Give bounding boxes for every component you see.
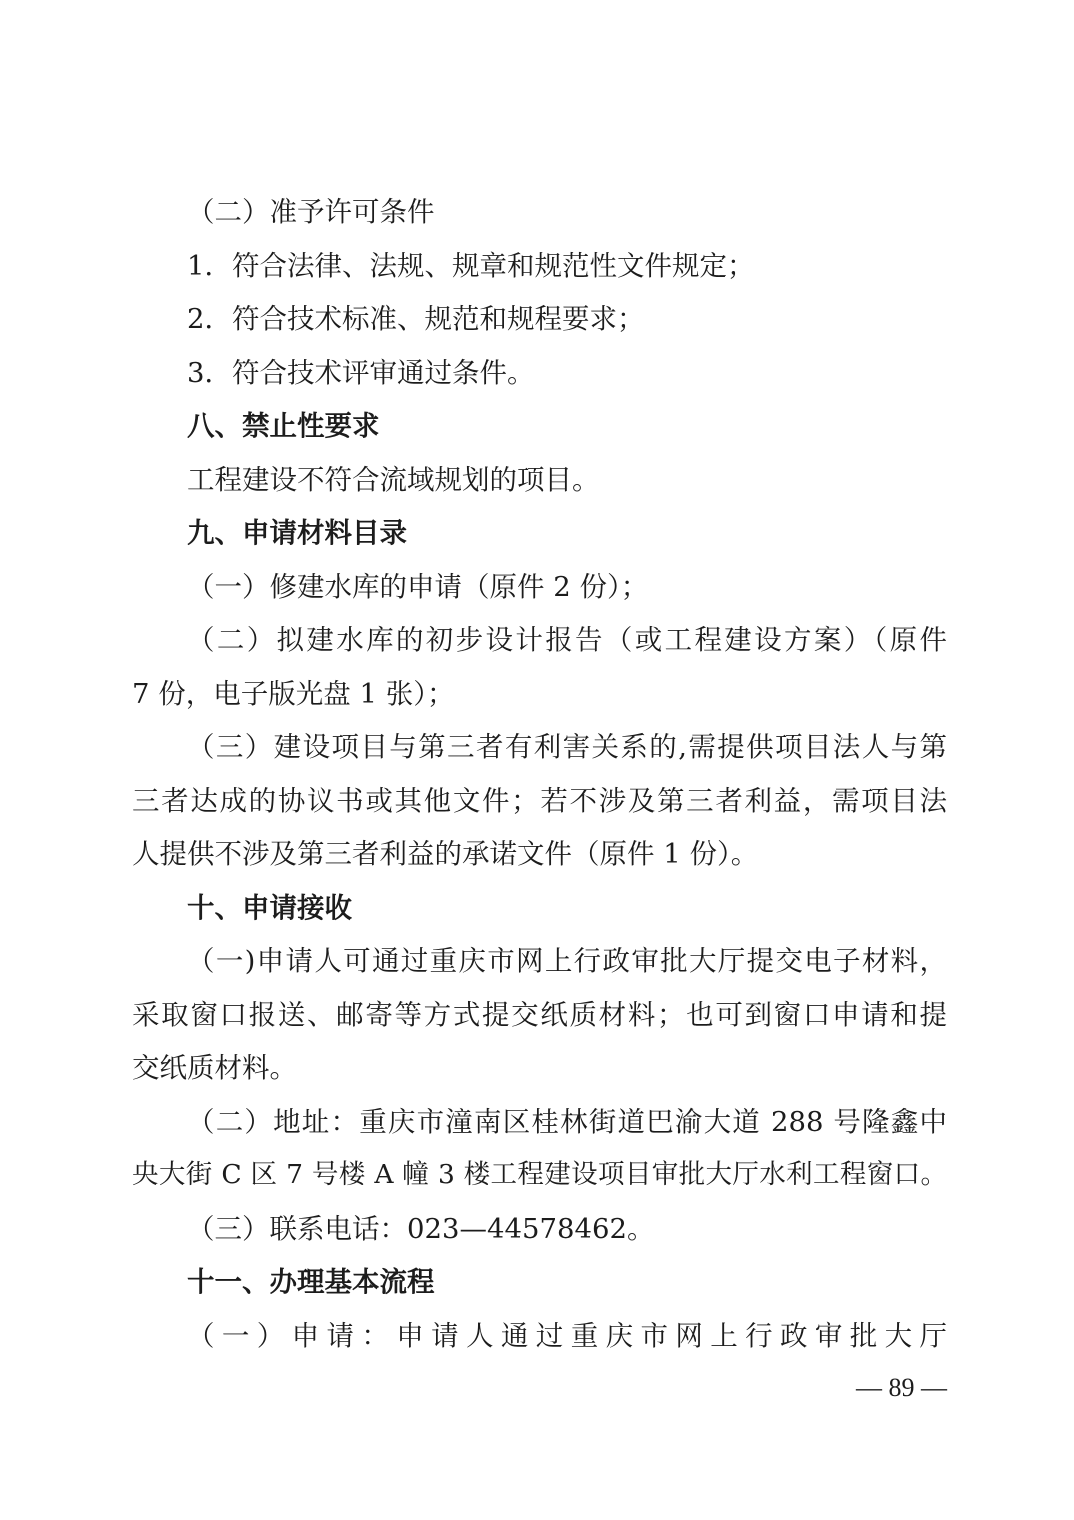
heading-materials-list: 九、申请材料目录: [187, 517, 407, 549]
receipt-item-1-line-3: 交纸质材料。: [132, 1052, 297, 1084]
material-item-3-line-1: （三）建设项目与第三者有利害关系的,需提供项目法人与第: [187, 731, 947, 763]
heading-basic-process: 十一、办理基本流程: [187, 1266, 435, 1298]
material-item-2-line-2: 7 份，电子版光盘 1 张）；: [132, 678, 455, 710]
material-item-3-line-3: 人提供不涉及第三者利益的承诺文件（原件 1 份）。: [132, 838, 759, 870]
receipt-phone: （三）联系电话：023—44578462。: [187, 1213, 655, 1245]
prohibition-text: 工程建设不符合流域规划的项目。: [187, 464, 600, 496]
material-item-1: （一）修建水库的申请（原件 2 份）；: [187, 571, 649, 603]
subheading-approval-conditions: （二）准予许可条件: [187, 196, 435, 228]
receipt-address-line-1: （二）地址：重庆市潼南区桂林街道巴渝大道 288 号隆鑫中: [187, 1106, 947, 1138]
material-item-3-line-2: 三者达成的协议书或其他文件；若不涉及第三者利益，需项目法: [132, 785, 947, 817]
heading-prohibitions: 八、禁止性要求: [187, 410, 380, 442]
condition-item-2: 2．符合技术标准、规范和规程要求；: [187, 303, 645, 335]
condition-item-3: 3．符合技术评审通过条件。: [187, 357, 535, 389]
receipt-item-1-line-1: （一)申请人可通过重庆市网上行政审批大厅提交电子材料，: [187, 945, 947, 977]
process-item-1-line-1: （一）申请：申请人通过重庆市网上行政审批大厅: [187, 1320, 947, 1352]
page-number: — 89 —: [856, 1373, 947, 1402]
receipt-item-1-line-2: 采取窗口报送、邮寄等方式提交纸质材料；也可到窗口申请和提: [132, 999, 947, 1031]
receipt-address-line-2: 央大街 C 区 7 号楼 A 幢 3 楼工程建设项目审批大厅水利工程窗口。: [132, 1159, 947, 1190]
condition-item-1: 1．符合法律、法规、规章和规范性文件规定；: [187, 250, 755, 282]
heading-application-receipt: 十、申请接收: [187, 892, 352, 924]
material-item-2-line-1: （二）拟建水库的初步设计报告（或工程建设方案）（原件: [187, 624, 947, 656]
